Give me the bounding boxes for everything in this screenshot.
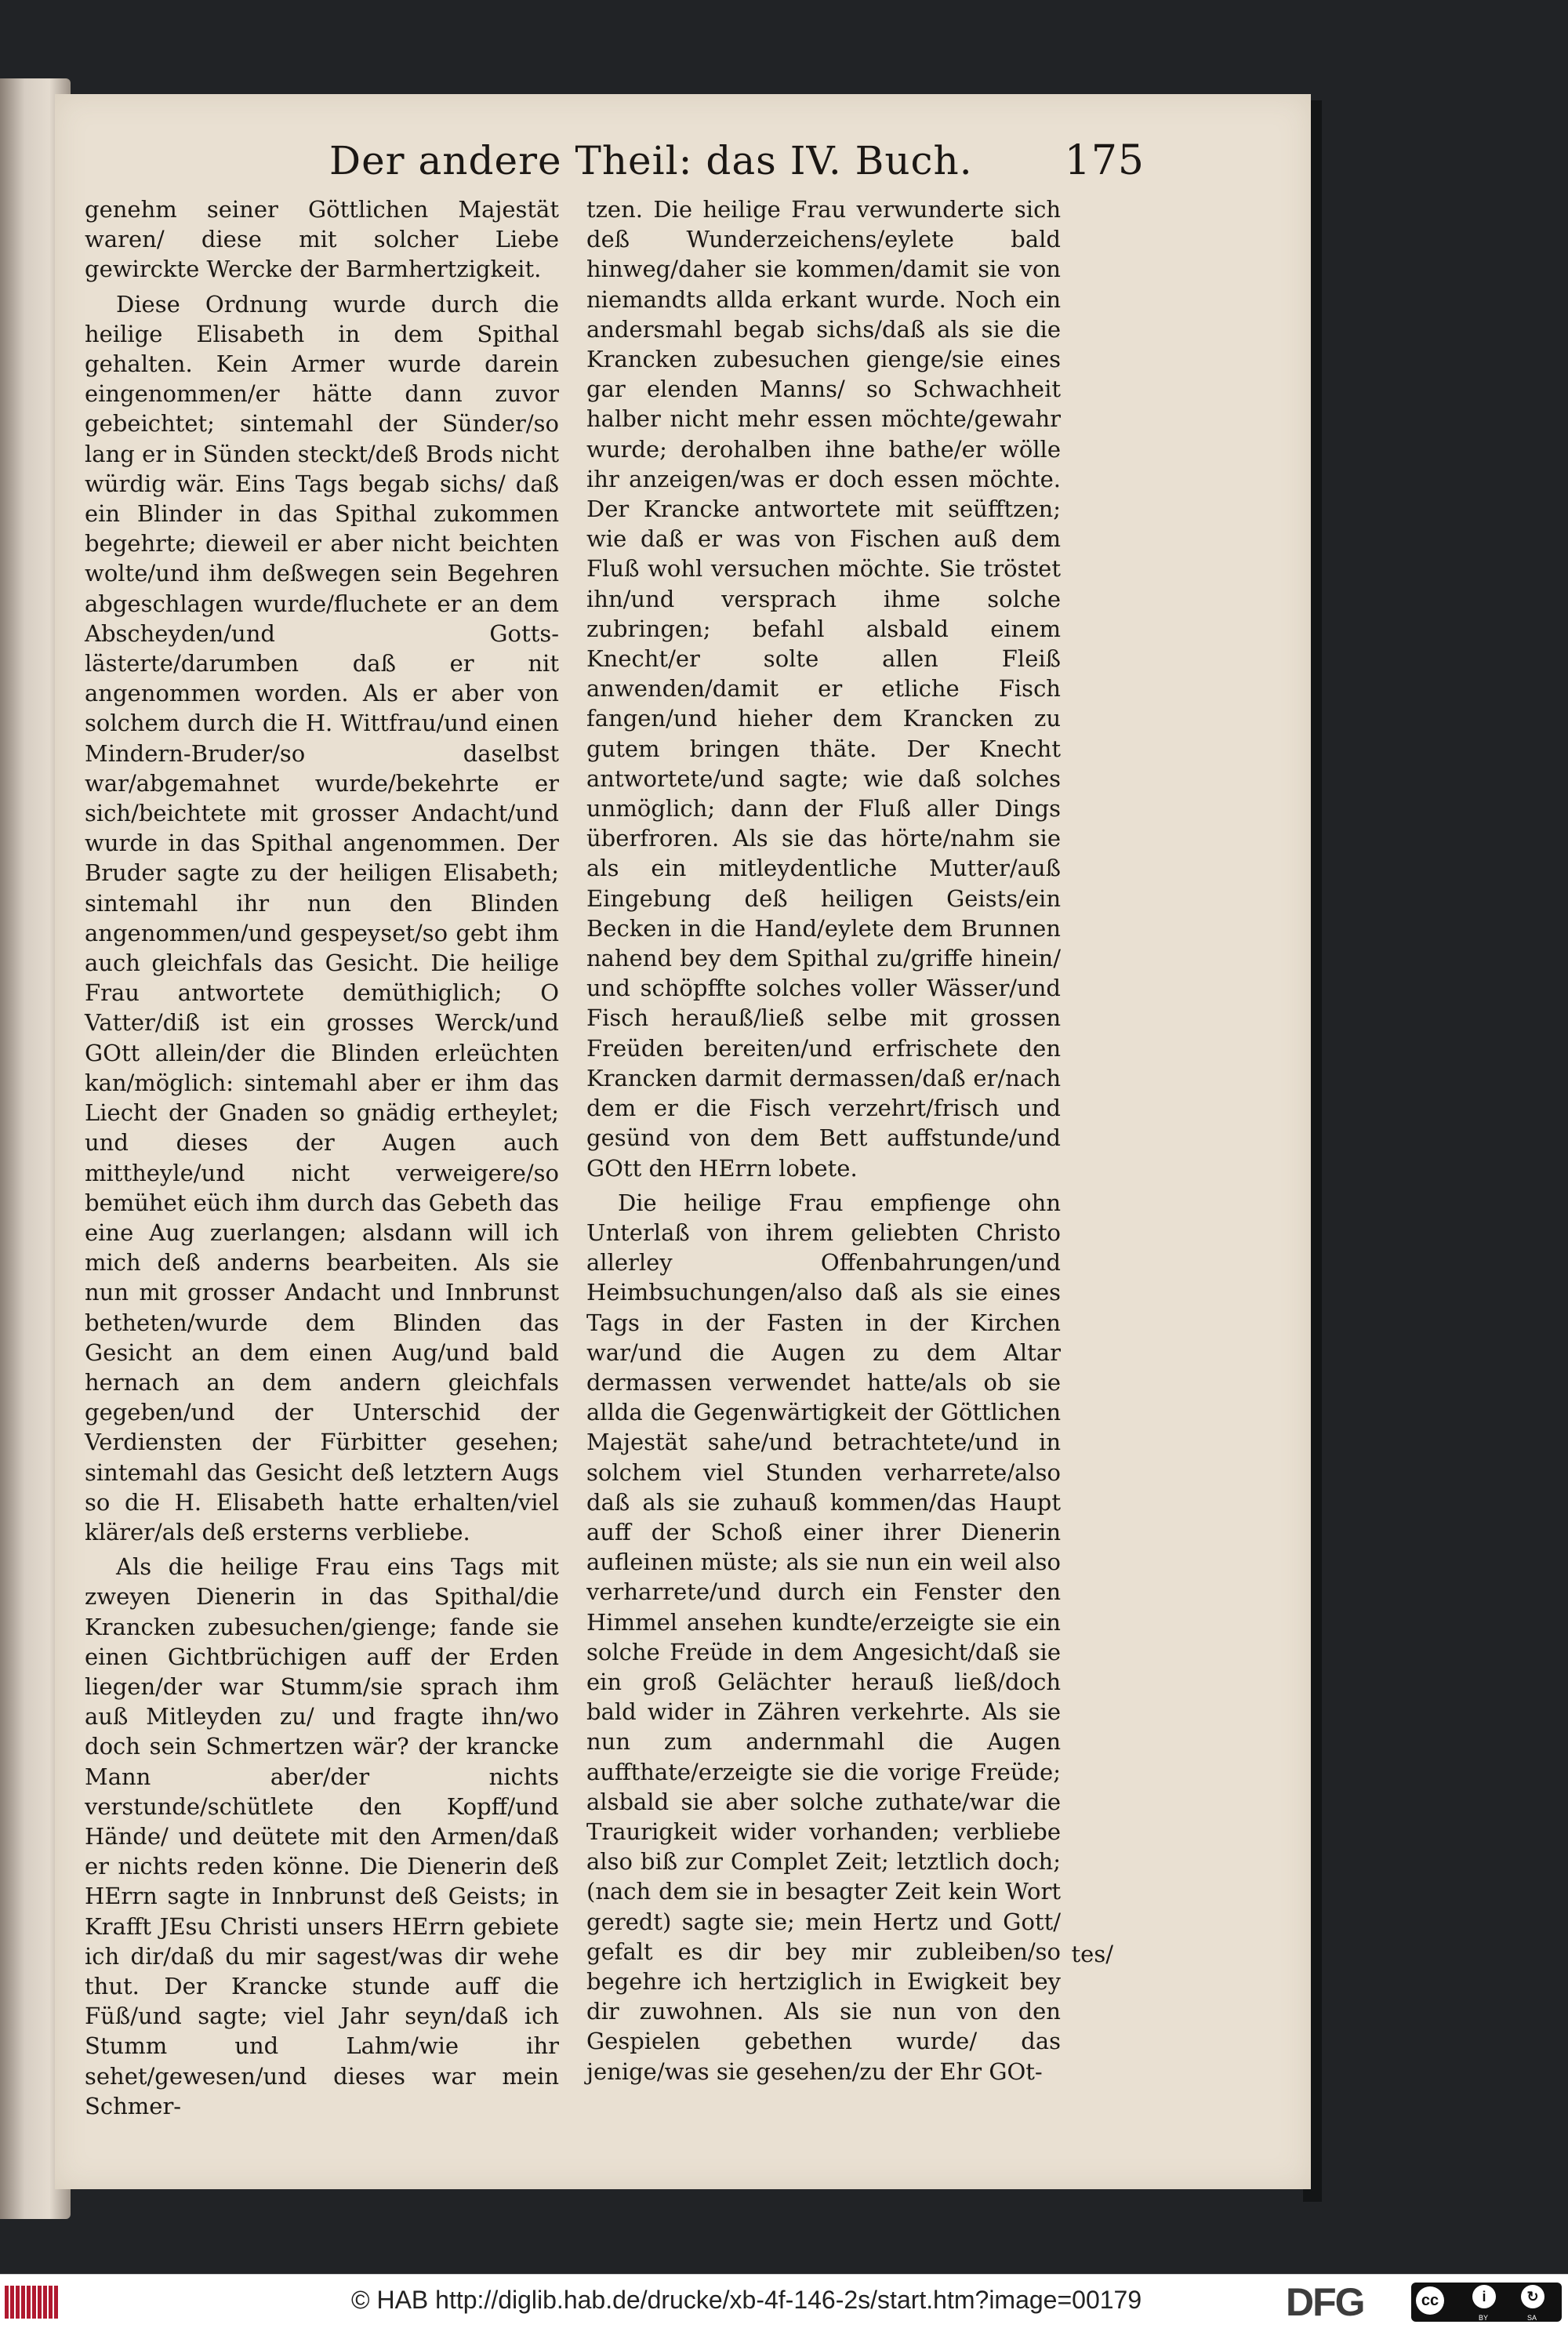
- paragraph: genehm seiner Göttlichen Majestät waren/ diese mit solcher Liebe gewirckte Wercke der Barmhertzigkeit.: [85, 196, 559, 283]
- paragraph: Die heilige Frau empfienge ohn Unterlaß von ihrem geliebten Christo allerley Offenbahrungen/und Heimbsuchungen/also daß als sie eines Tags in der Fasten in der Kirchen war/und die Augen zu dem Altar dermassen verwendet hatte/als ob sie allda die Gegenwärtigkeit der Göttlichen Majestät sahe/und betrachtete/und in solchem viel Stunden verharrete/also daß als sie zuhauß kommen/das Haupt auff der Schoß einer ihrer Dienerin aufleinen müste; als sie nun ein weil also verharrete/und durch ein Fenster den Himmel ansehen kundte/erzeigte sie ein solche Freüde in dem Angesicht/daß sie ein groß Gelächter herauß ließ/doch bald wider in Zähren verkehrte. Als sie nun zum andernmahl die Augen auffthate/erzeigte sie die vorige Freüde; alsbald sie aber solche zuthate/war die Traurigkeit wider vorhanden; verbliebe also biß zur Complet Zeit; letztlich doch; (nach dem sie in besagter Zeit kein Wort geredt) sagte sie; mein Hertz und Gott/ gefalt es dir bey mir zubleiben/so begehre ich hertziglich in Ewigkeit bey dir zuwohnen. Als sie nun von den Gespielen gebethen wurde/ das jenige/was sie gesehen/zu der Ehr GOt-: [586, 1189, 1061, 2085]
- paragraph: Diese Ordnung wurde durch die heilige Elisabeth in dem Spithal gehalten. Kein Armer wurde darein eingenommen/er hätte dann zuvor gebeichtet; sintemahl der Sünder/so lang er in Sünden steckt/deß Brods nicht würdig wär. Eins Tags begab sichs/ daß ein Blinder in das Spithal zukommen begehrte; dieweil er aber nicht beichten wolte/und ihm deßwegen sein Begehren abgeschlagen wurde/fluchete er an dem Abscheyden/und Gotts-lästerte/darumben daß er nit angenommen worden. Als er aber von solchem durch die H. Wittfrau/und einen Mindern-Bruder/so daselbst war/abgemahnet wurde/bekehrte er sich/beichtete mit grosser Andacht/und wurde in das Spithal angenommen. Der Bruder sagte zu der heiligen Elisabeth; sintemahl ihr nun den Blinden angenommen/und gespeyset/so gebt ihm auch gleichfals das Gesicht. Die heilige Frau antwortete demüthiglich; O Vatter/diß ist ein grosses Werck/und GOtt allein/der die Blinden erleüchten kan/möglich: sintemahl aber er ihm das Liecht der Gnaden so gnädig ertheylet; und dieses der Augen auch mittheyle/und nicht verweigere/so bemühet eüch ihm durch das Gebeth das eine Aug zuerlangen; alsdann will ich mich deß anderns bearbeiten. Als sie nun mit grosser Andacht und Innbrunst betheten/wurde dem Blinden das Gesicht an dem einen Aug/und bald hernach an dem andern gleichfals gegeben/und der Unterschid der Verdiensten der Fürbitter gesehen; sintemahl das Gesicht deß letztern Augs so die H. Elisabeth hatte erhalten/viel klärer/als deß ersterns verbliebe.: [85, 290, 559, 1545]
- page-number: 175: [1064, 137, 1145, 184]
- hab-logo-icon[interactable]: [5, 2286, 64, 2319]
- running-head-title: Der andere Theil: das IV. Buch.: [329, 138, 973, 183]
- viewer-footer: [0, 2274, 1568, 2328]
- dfg-logo-icon[interactable]: DFG: [1286, 2280, 1364, 2324]
- paragraph: Als die heilige Frau eins Tags mit zweyen Dienerin in das Spithal/die Krancken zubesuchen/gienge; fande sie einen Gichtbrüchigen auff der Erden liegen/der war Stumm/sie sprach ihm auß Mitleyden zu/ und fragte ihn/wo doch sein Schmertzen wär? der krancke Mann aber/der nichts verstunde/schütlete den Kopff/und Hände/ und deütete mit den Armen/daß er nichts reden könne. Die Dienerin deß HErrn sagte in Innbrunst deß Geists; in Krafft JEsu Christi unsers HErrn gebiete ich dir/daß du mir sagest/was dir wehe thut. Der Krancke stunde auff die Füß/und sagte; viel Jahr seyn/daß ich Stumm und Lahm/wie ihr sehet/gewesen/und dieses war mein Schmer-: [85, 1553, 559, 2119]
- license-by-label: BY: [1479, 2314, 1489, 2322]
- catchword: tes/: [1071, 1941, 1113, 1967]
- cc-license-icon[interactable]: [1411, 2283, 1562, 2322]
- attribution-icon: i: [1472, 2285, 1496, 2308]
- source-credit-link[interactable]: © HAB http://diglib.hab.de/drucke/xb-4f-146-2s/start.htm?image=00179: [351, 2286, 1142, 2314]
- paragraph: tzen. Die heilige Frau verwunderte sich deß Wunderzeichens/eylete bald hinweg/daher sie kommen/damit sie von niemandts allda erkant wurde. Noch ein andersmahl begab sichs/daß als sie die Krancken zubesuchen gienge/sie eines gar elenden Manns/ so Schwachheit halber nicht mehr essen möchte/gewahr wurde; derohalben ihne bathe/er wölle ihr anzeigen/was er doch essen möchte. Der Krancke antwortete mit seüfftzen; wie daß er was von Fischen auß dem Fluß wohl versuchen möchte. Sie tröstet ihn/und versprach ihme solche zubringen; befahl alsbald einem Knecht/er solte allen Fleiß anwenden/damit er etliche Fisch fangen/und hieher dem Krancken zu gutem bringen thäte. Der Knecht antwortete/und sagte; wie daß solches unmöglich; dann der Fluß aller Dings überfroren. Als sie das hörte/nahm sie als ein mitleydentliche Mutter/auß Eingebung deß heiligen Geists/ein Becken in die Hand/eylete dem Brunnen nahend bey dem Spithal zu/griffe hinein/ und schöpffte solches voller Wässer/und Fisch herauß/ließ selbe mit grossen Freüden bereiten/und erfrischete den Krancken darmit dermassen/daß er/nach dem er die Fisch verzehrt/frisch und gesünd von dem Bett auffstunde/und GOtt den HErrn lobete.: [586, 196, 1061, 1182]
- cc-icon: cc: [1416, 2286, 1444, 2315]
- share-alike-icon: ↻: [1521, 2285, 1544, 2308]
- running-head: [329, 133, 1145, 188]
- left-text-column: [85, 194, 559, 2124]
- right-text-column: [586, 194, 1061, 2090]
- license-sa-label: SA: [1527, 2314, 1537, 2322]
